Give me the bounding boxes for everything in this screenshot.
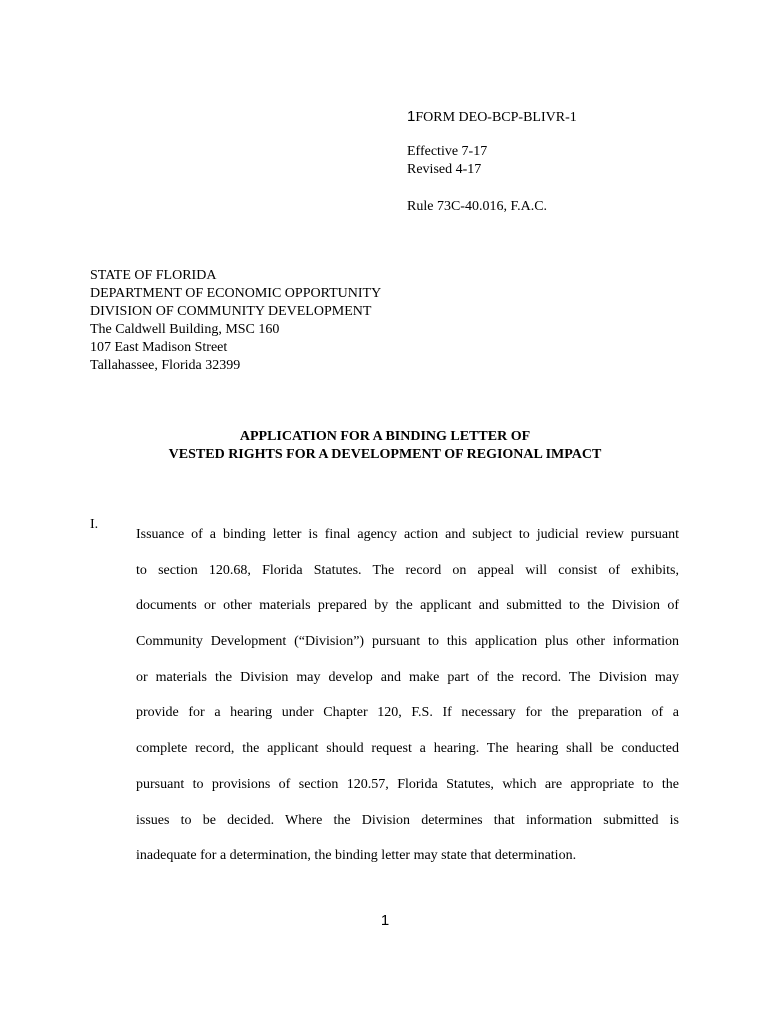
form-header [407,108,577,216]
body-line: complete record, the applicant should request a hearing. The hearing shall be conducted [136,741,679,757]
form-id: FORM DEO-BCP-BLIVR-1 [415,110,577,125]
body-line: documents or other materials prepared by the applicant and submitted to the Division of [136,598,679,614]
effective-date: Effective 7-17 [407,144,488,159]
address-state: STATE OF FLORIDA [90,268,217,283]
body-line: or materials the Division may develop and make part of the record. The Division may [136,669,679,685]
footnote-marker: 1 [407,108,416,125]
rule-reference: Rule 73C-40.016, F.A.C. [407,199,548,214]
body-line: Community Development (“Division”) pursuant to this application plus other information [136,634,679,650]
address-building: The Caldwell Building, MSC 160 [90,322,280,337]
form-id-line [407,108,577,127]
section-body [136,517,679,874]
section-number: I. [90,517,99,532]
document-title [90,428,680,464]
body-line: inadequate for a determination, the binding letter may state that determination. [136,848,577,864]
address-division: DIVISION OF COMMUNITY DEVELOPMENT [90,304,372,319]
title-line-2: VESTED RIGHTS FOR A DEVELOPMENT OF REGIONAL IMPACT [168,447,602,462]
revised-date: Revised 4-17 [407,162,482,177]
agency-address [90,267,381,375]
body-line: pursuant to provisions of section 120.57, Florida Statutes, which are appropriate to the [136,776,679,792]
title-line-1: APPLICATION FOR A BINDING LETTER OF [239,429,531,444]
address-street: 107 East Madison Street [90,340,228,355]
body-line: Issuance of a binding letter is final agency action and subject to judicial review pursuant [136,527,679,542]
body-line: issues to be decided. Where the Division determines that information submitted is [136,812,679,828]
address-city: Tallahassee, Florida 32399 [90,358,241,373]
address-department: DEPARTMENT OF ECONOMIC OPPORTUNITY [90,286,382,301]
body-line: to section 120.68, Florida Statutes. The record on appeal will consist of exhibits, [136,562,679,578]
page-number: 1 [380,912,390,929]
body-line: provide for a hearing under Chapter 120, F.S. If necessary for the preparation of a [136,705,679,721]
